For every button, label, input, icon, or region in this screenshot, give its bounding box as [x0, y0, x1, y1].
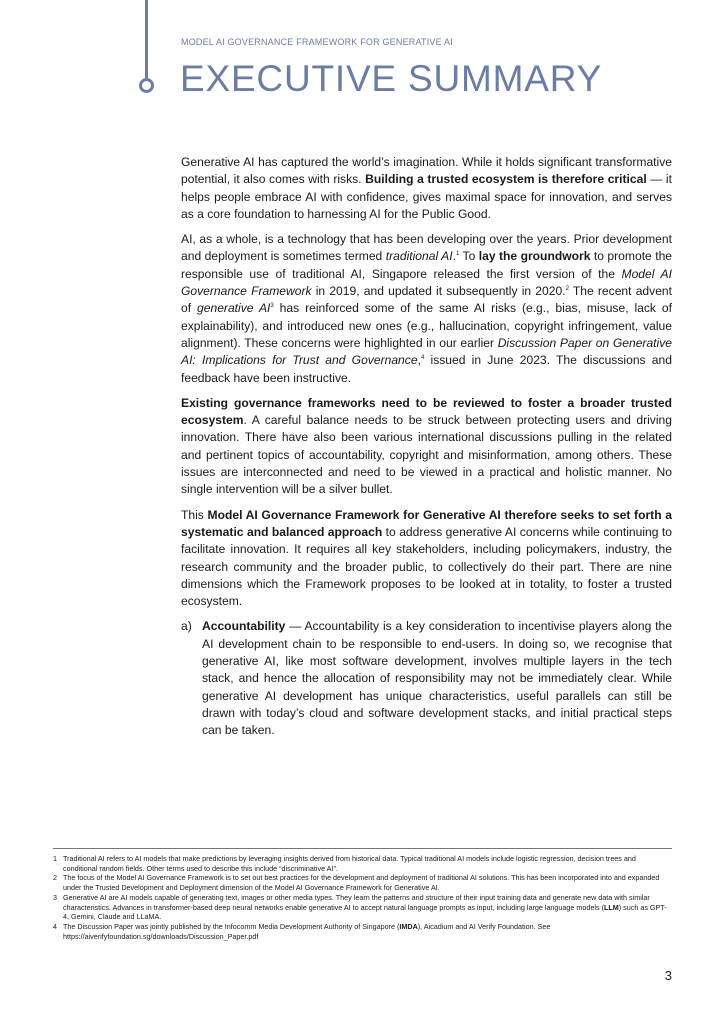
footnote-number: 2 — [53, 873, 57, 883]
footnote-ref-4: 4 — [420, 355, 425, 362]
page-title: EXECUTIVE SUMMARY — [180, 58, 603, 99]
footnote-text: The Discussion Paper was jointly published by the Infocomm Media Development Authority of Singapore (IMDA), Aicadium and AI Verify Foundation. See https://aiverifyfoundation.sg/downloads/Discussion_Paper.pdf — [63, 921, 551, 941]
footnote-ref-1: 1 — [455, 251, 460, 258]
running-head: MODEL AI GOVERNANCE FRAMEWORK FOR GENERATIVE AI — [181, 37, 453, 47]
page-number: 3 — [664, 968, 672, 983]
footnote-text: The focus of the Model AI Governance Framework is to set out best practices for the development and deployment of traditional AI solutions. This has been incorporated into and expanded under the Trusted Development and Deployment dimension of the Model AI Governance Framework for Generative AI. — [63, 873, 660, 893]
paragraph-2: AI, as a whole, is a technology that has been developing over the years. Prior development and deployment is sometimes termed traditional AI.$^1$ To lay the groundwork to promote the responsible use of traditional AI, Singapore released the first version of the Model AI Governance Framework in 2019, and updated it subsequently in 2020.$^2$ The recent advent of generative $AI^3$ has reinforced some of the same AI risks (e.g., bias, misuse, lack of explainability), and introduced new ones (e.g., hallucination, copyright infringement, value alignment). These concerns were highlighted in our earlier Discussion Paper on Generative AI: Implications for Trust and Governance,$^4$ issued in June 2023. The discussions and feedback have been instructive. — [181, 232, 673, 385]
footnote-ref-2: 2 — [565, 286, 569, 293]
footnote-text: Generative AI are AI models capable of generating text, images or other media types. They learn the patterns and structure of their input training data and generate new data with similar characteristics. Advances in transformer-based deep neural networks enable generative AI to accept natural language prompts as input, including large language models (LLM) such as GPT-4, Gemini, Claude and LLaMA. — [63, 892, 667, 922]
footnotes — [53, 848, 672, 941]
footnote-text: Traditional AI refers to AI models that make predictions by leveraging insights derived from historical data. Typical traditional AI models include logistic regression, decision trees and conditional random fields. Other terms used to describe this include “discriminative AI”. — [63, 854, 636, 873]
footnote-ref-3: 3 — [270, 303, 274, 310]
footnote-4 — [53, 922, 672, 941]
footnote-2 — [53, 873, 672, 892]
paragraph-4: This Model AI Governance Framework for Generative AI therefore seeks to set forth a systematic and balanced approach to address generative AI concerns while continuing to facilitate innovation. It requires all key stakeholders, including policymakers, industry, the research community and the broader public, to collectively do their part. There are nine dimensions which the Framework proposes to be looked at in totality, to foster a trusted ecosystem. — [181, 507, 672, 609]
header-accent-line — [145, 0, 148, 78]
list-marker: a) — [181, 619, 192, 634]
footnote-number: 3 — [53, 892, 57, 902]
header-accent-dot — [139, 78, 154, 93]
footnote-1 — [53, 854, 672, 873]
footnote-3 — [53, 893, 672, 922]
footnote-number: 4 — [53, 921, 57, 931]
footnote-number: 1 — [53, 854, 57, 863]
body-text — [181, 154, 672, 740]
paragraph-3: Existing governance frameworks need to be reviewed to foster a broader trusted ecosystem. A careful balance needs to be struck between protecting users and driving innovation. There have also been various international discussions pulling in the related and pertinent topics of accountability, copyright and misinformation, among others. These issues are interconnected and need to be viewed in a practical and holistic manner. No single intervention will be a silver bullet. — [181, 395, 672, 497]
list-item-accountability: a) Accountability — Accountability is a key consideration to incentivise players along the AI development chain to be responsible to end-users. In doing so, we recognise that generative AI, like most software development, involves multiple layers in the tech stack, and hence the allocation of responsibility may not be immediately clear. While generative AI development has unique characteristics, useful parallels can still be drawn with today’s cloud and software development stacks, and initial practical steps can be taken. — [181, 618, 672, 739]
paragraph-1: Generative AI has captured the world’s imagination. While it holds significant transformative potential, it also comes with risks. Building a trusted ecosystem is therefore critical — it helps people embrace AI with confidence, gives maximal space for innovation, and serves as a core foundation to harnessing AI for the Public Good. — [181, 155, 672, 221]
